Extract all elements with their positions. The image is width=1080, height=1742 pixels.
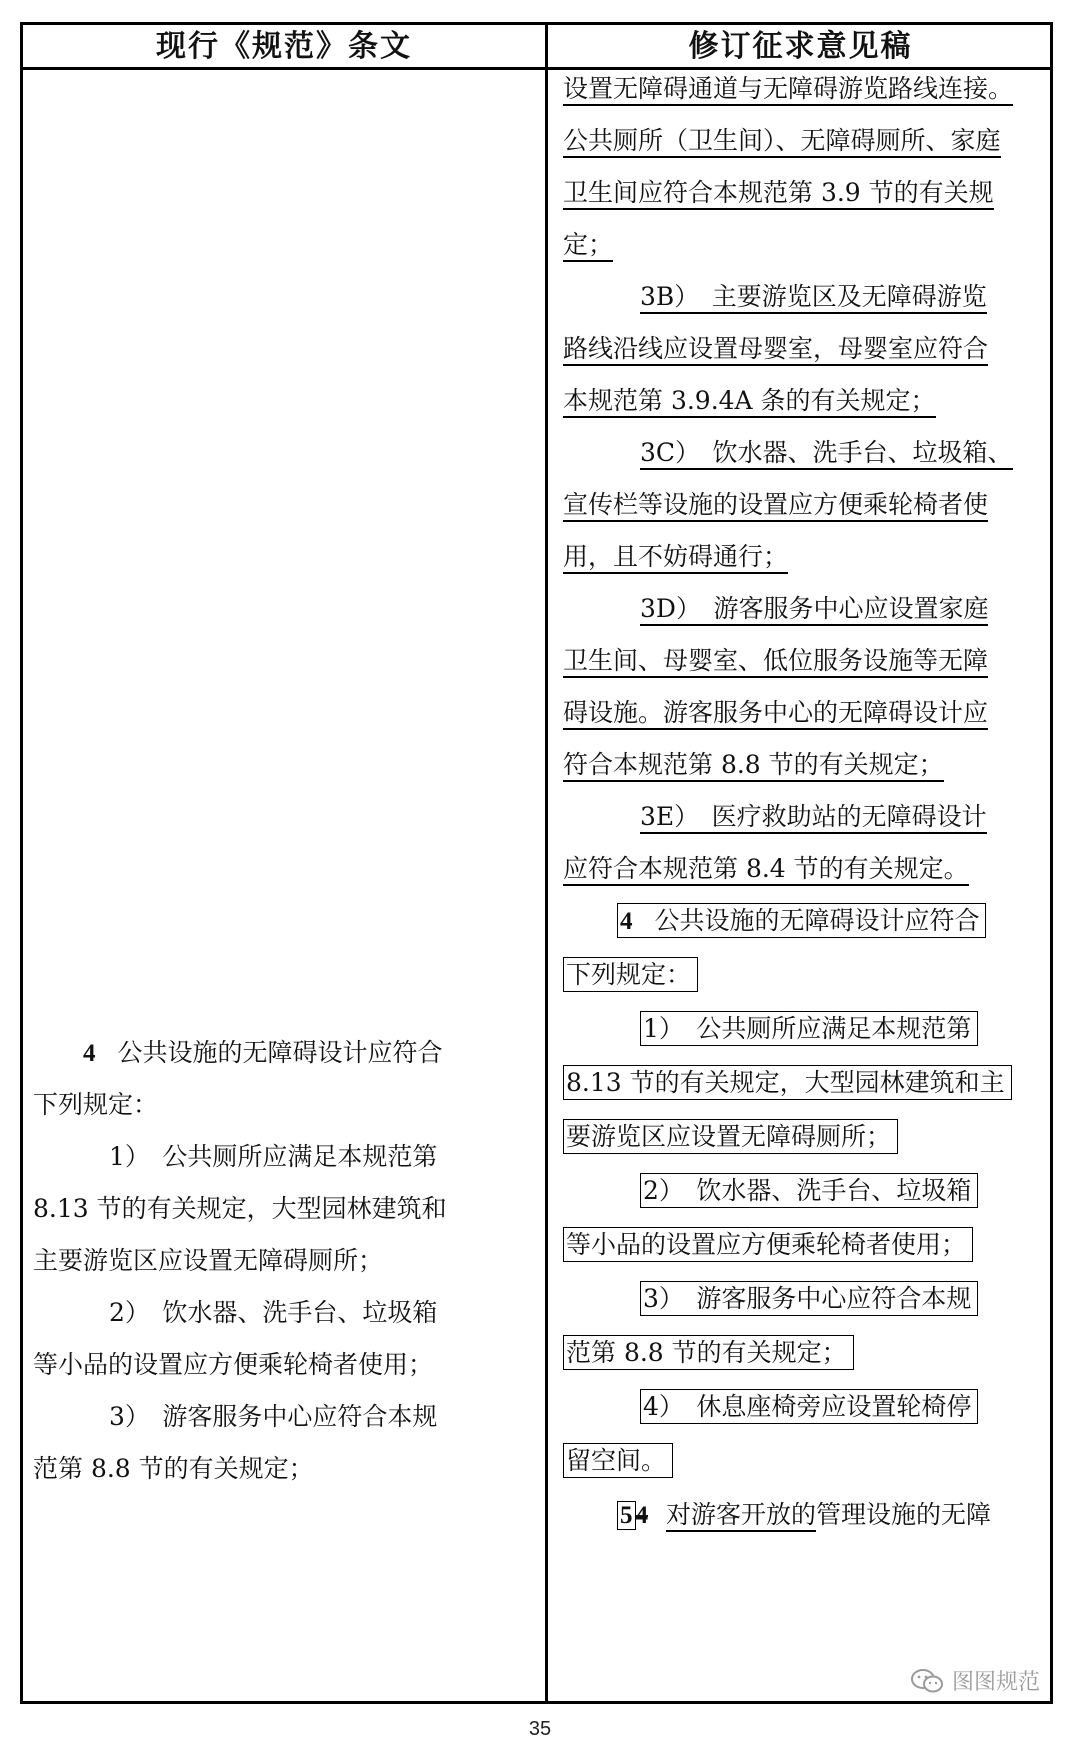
moved-line: 2） 饮水器、洗手台、垃圾箱: [640, 1173, 978, 1208]
left-line: 8.13 节的有关规定，大型园林建筑和: [33, 1194, 447, 1223]
moved-line: 范第 8.8 节的有关规定；: [563, 1335, 854, 1370]
watermark-text: 图图规范: [951, 1670, 1040, 1695]
inserted-line: 卫生间应符合本规范第 3.9 节的有关规: [563, 178, 994, 210]
moved-text-box: [617, 903, 986, 938]
inserted-line: 公共厕所（卫生间）、无障碍厕所、家庭: [563, 126, 1001, 158]
moved-line: 1） 公共厕所应满足本规范第: [640, 1011, 978, 1046]
clause-number: 4: [620, 908, 633, 935]
moved-line: 留空间。: [563, 1443, 673, 1478]
inserted-line: 应符合本规范第 8.4 节的有关规定。: [563, 854, 969, 886]
inserted-line: 卫生间、母婴室、低位服务设施等无障: [563, 646, 988, 678]
inserted-line: 3B） 主要游览区及无障碍游览: [640, 282, 987, 314]
inserted-line: 路线沿线应设置母婴室，母婴室应符合: [563, 334, 988, 366]
header-current-text: 现行《规范》条文: [156, 29, 412, 64]
left-line: 下列规定：: [33, 1090, 159, 1119]
line-text: 管理设施的无障: [815, 1500, 991, 1529]
left-line-text: 公共设施的无障碍设计应符合: [117, 1038, 443, 1067]
left-line: 3） 游客服务中心应符合本规: [109, 1402, 438, 1431]
page-number: 35: [528, 1718, 552, 1740]
inserted-line: 本规范第 3.9.4A 条的有关规定；: [563, 386, 936, 418]
moved-line: 下列规定：: [563, 957, 698, 992]
left-clause-4-line: [83, 1033, 442, 1069]
clause-number-new: 5: [617, 1501, 636, 1530]
inserted-line: 用，且不妨碍通行；: [563, 542, 788, 574]
inserted-text: 对游客开放的: [666, 1500, 816, 1532]
moved-line: 8.13 节的有关规定，大型园林建筑和主: [563, 1065, 1012, 1100]
inserted-line: 宣传栏等设施的设置应方便乘轮椅者使: [563, 490, 988, 522]
inserted-line: 符合本规范第 8.8 节的有关规定；: [563, 750, 944, 782]
column-divider: [545, 25, 548, 1701]
moved-line: 4） 休息座椅旁应设置轮椅停: [640, 1389, 978, 1424]
moved-line: 3） 游客服务中心应符合本规: [640, 1281, 978, 1316]
watermark: [910, 1665, 1040, 1696]
inserted-line: 3D） 游客服务中心应设置家庭: [640, 594, 988, 626]
wechat-icon: [910, 1668, 944, 1694]
left-line: 2） 饮水器、洗手台、垃圾箱: [109, 1298, 438, 1327]
left-line: 主要游览区应设置无障碍厕所；: [33, 1246, 384, 1275]
clause-number: 4: [83, 1040, 96, 1067]
inserted-line: 定；: [563, 230, 613, 262]
moved-line: 等小品的设置应方便乘轮椅者使用；: [563, 1227, 973, 1262]
header-revised-draft: 修订征求意见稿: [688, 29, 913, 64]
moved-line: 要游览区应设置无障碍厕所；: [563, 1119, 898, 1154]
clause-number-old: 4: [635, 1502, 648, 1529]
comparison-table: [20, 22, 1053, 1704]
inserted-line: 设置无障碍通道与无障碍游览路线连接。: [563, 74, 1013, 106]
clause-5-line: [617, 1495, 991, 1531]
inserted-line: 3E） 医疗救助站的无障碍设计: [640, 802, 987, 834]
left-line: 等小品的设置应方便乘轮椅者使用；: [33, 1350, 434, 1379]
moved-line-text: 公共设施的无障碍设计应符合: [654, 906, 980, 935]
inserted-line: 碍设施。游客服务中心的无障碍设计应: [563, 698, 988, 730]
left-line: 1） 公共厕所应满足本规范第: [109, 1142, 438, 1171]
inserted-line: 3C） 饮水器、洗手台、垃圾箱、: [640, 438, 1013, 470]
left-line: 范第 8.8 节的有关规定；: [33, 1454, 314, 1483]
